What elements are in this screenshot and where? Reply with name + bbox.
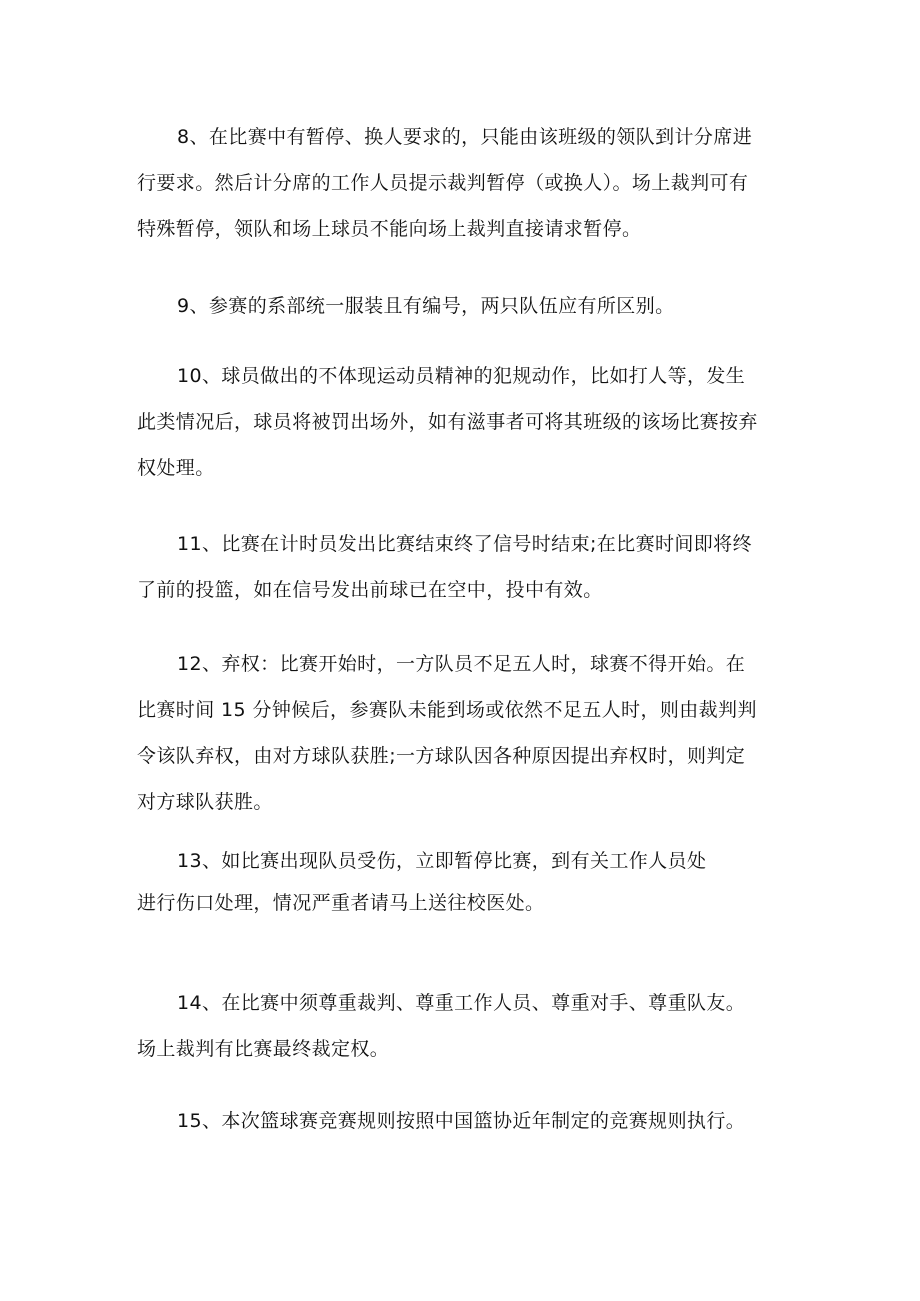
rule-10-line-2: 此类情况后，球员将被罚出场外，如有滋事者可将其班级的该场比赛按弃 bbox=[137, 411, 758, 433]
rule-14-line-1: 14、在比赛中须尊重裁判、尊重工作人员、尊重对手、尊重队友。 bbox=[177, 992, 746, 1014]
rule-10-line-3: 权处理。 bbox=[137, 457, 215, 479]
rule-11-line-1: 11、比赛在计时员发出比赛结束终了信号时结束;在比赛时间即将终 bbox=[177, 533, 752, 555]
rule-14-line-2: 场上裁判有比赛最终裁定权。 bbox=[137, 1038, 390, 1060]
rule-8-paragraph bbox=[137, 114, 787, 252]
rule-14-paragraph bbox=[137, 980, 787, 1072]
rule-10-paragraph bbox=[137, 353, 787, 491]
rule-12-paragraph bbox=[137, 641, 787, 825]
rule-9-paragraph bbox=[137, 283, 787, 329]
rule-12-line-3: 令该队弃权，由对方球队获胜;一方球队因各种原因提出弃权时，则判定 bbox=[137, 745, 746, 767]
rule-10-line-1: 10、球员做出的不体现运动员精神的犯规动作，比如打人等，发生 bbox=[177, 365, 746, 387]
rule-13-paragraph bbox=[137, 838, 787, 922]
rule-15-paragraph bbox=[137, 1098, 787, 1144]
rule-12-line-1: 12、弃权：比赛开始时，一方队员不足五人时，球赛不得开始。在 bbox=[177, 653, 746, 675]
rule-11-paragraph bbox=[137, 521, 787, 613]
rule-11-line-2: 了前的投篮，如在信号发出前球已在空中，投中有效。 bbox=[137, 579, 603, 601]
rule-9-line-1: 9、参赛的系部统一服装且有编号，两只队伍应有所区别。 bbox=[177, 295, 675, 317]
rule-8-line-2: 行要求。然后计分席的工作人员提示裁判暂停（或换人）。场上裁判可有 bbox=[137, 172, 749, 194]
rule-15-line-1: 15、本次篮球赛竞赛规则按照中国篮协近年制定的竞赛规则执行。 bbox=[177, 1110, 746, 1132]
rule-12-line-2: 比赛时间 15 分钟候后，参赛队未能到场或依然不足五人时，则由裁判判 bbox=[137, 699, 757, 721]
rule-12-line-4: 对方球队获胜。 bbox=[137, 791, 273, 813]
rule-13-line-2: 进行伤口处理，情况严重者请马上送往校医处。 bbox=[137, 892, 545, 914]
rule-8-line-1: 8、在比赛中有暂停、换人要求的，只能由该班级的领队到计分席进 bbox=[177, 126, 753, 148]
rule-13-line-1: 13、如比赛出现队员受伤，立即暂停比赛，到有关工作人员处 bbox=[177, 850, 707, 872]
rule-8-line-3: 特殊暂停，领队和场上球员不能向场上裁判直接请求暂停。 bbox=[137, 218, 642, 240]
